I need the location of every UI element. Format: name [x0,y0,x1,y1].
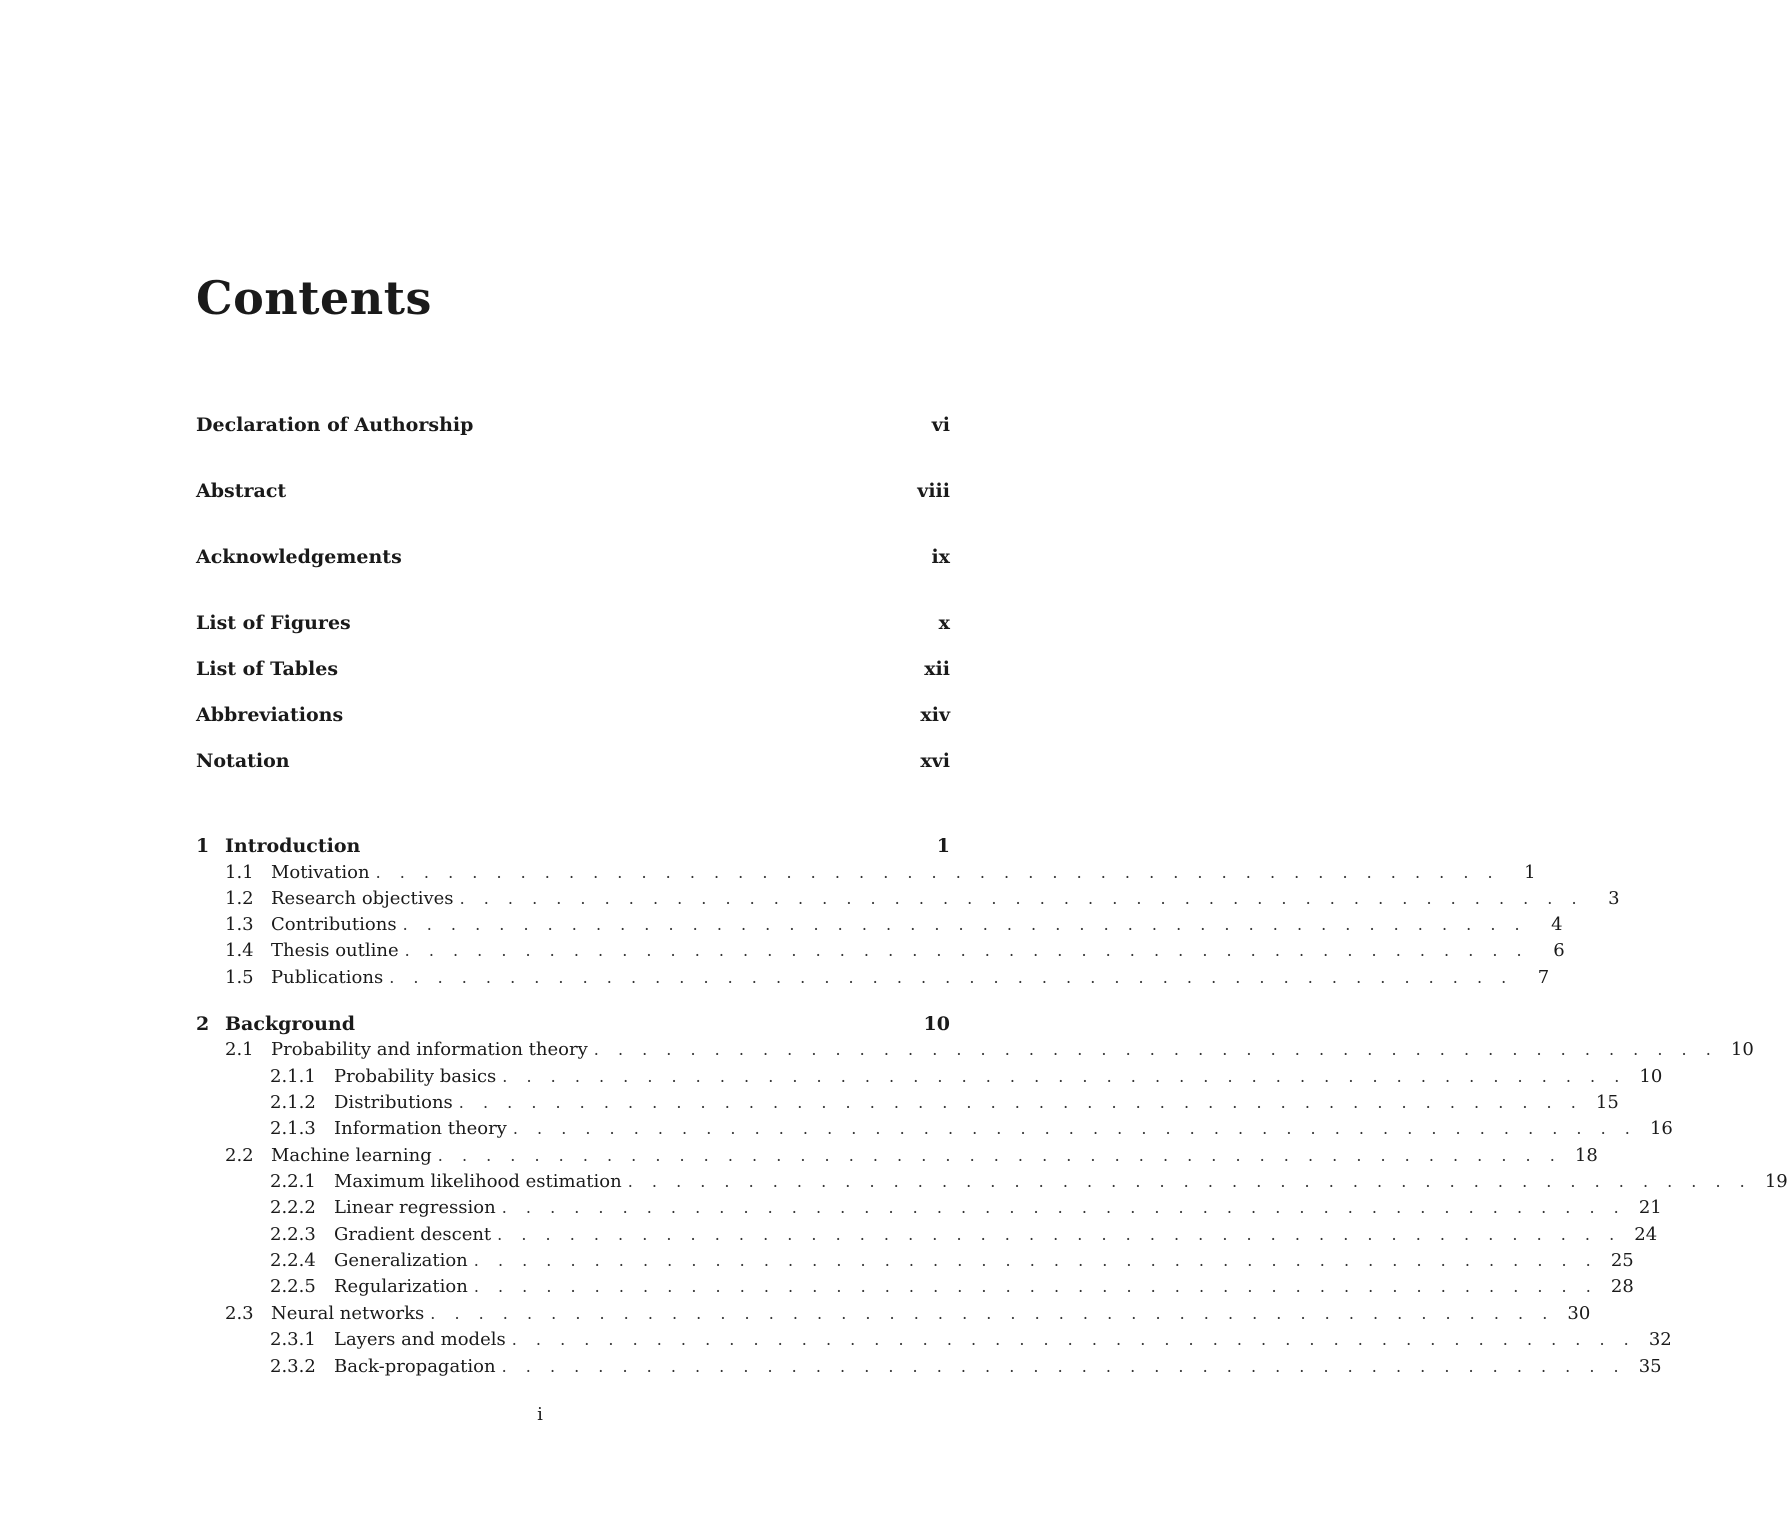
toc-chapter-entry[interactable] [196,1011,950,1037]
toc-chapter-page: 10 [923,1013,950,1035]
toc-entry-label: Maximum likelihood estimation [334,1171,622,1192]
toc-entry-page: 24 [1634,1224,1658,1245]
toc-entry-label: Back-propagation [334,1356,496,1377]
toc-subsection-entry[interactable] [270,1327,1672,1353]
toc-entry-label: Declaration of Authorship [196,414,474,436]
toc-entry-label: Distributions [334,1092,453,1113]
toc-chapter-number: 1 [196,835,210,857]
toc-chapter-label: Introduction [225,835,361,857]
toc-subsection-entry[interactable] [270,1064,1663,1090]
dot-leader: . . . . . . . . . . . . . . . . . . . . . . . . . . . . . . . . . . . . . . . . . . . . . . . [473,1251,1598,1270]
toc-entry-page: 4 [1551,914,1563,935]
toc-frontmatter-entry[interactable] [196,477,950,505]
toc-frontmatter-entry[interactable] [196,701,950,729]
dot-leader: . . . . . . . . . . . . . . . . . . . . . . . . . . . . . . . . . . . . . . . . . . . . . . . [593,1040,1718,1059]
toc-entry-label: List of Tables [196,658,339,680]
toc-entry-page: 19 [1764,1171,1788,1192]
toc-entry-label: Acknowledgements [196,546,402,568]
dot-leader: . . . . . . . . . . . . . . . . . . . . . . . . . . . . . . . . . . . . . . . . . . . . . . . [512,1119,1637,1138]
toc-entry-page: ix [931,546,950,568]
toc-section-entry[interactable] [225,886,1620,912]
dot-leader: . . . . . . . . . . . . . . . . . . . . . . . . . . . . . . . . . . . . . . . . . . . . . . . [458,1093,1583,1112]
toc-entry-number: 2.2.2 [270,1197,316,1218]
dot-leader: . . . . . . . . . . . . . . . . . . . . . . . . . . . . . . . . . . . . . . . . . . . . . . . [430,1304,1555,1323]
toc-entry-number: 2.1.2 [270,1092,316,1113]
toc-entry-page: 25 [1610,1250,1634,1271]
toc-entry-number: 2.2 [225,1145,254,1166]
toc-entry-label: Contributions [271,914,397,935]
dot-leader: . . . . . . . . . . . . . . . . . . . . . . . . . . . . . . . . . . . . . . . . . . . . . . . [497,1225,1622,1244]
toc-chapter-entry[interactable] [196,833,950,859]
toc-section-entry[interactable] [225,1037,1754,1063]
toc-entry-number: 2.2.3 [270,1224,316,1245]
dot-leader: . . . . . . . . . . . . . . . . . . . . . . . . . . . . . . . . . . . . . . . . . . . . . . . [502,1067,1627,1086]
dot-leader: . . . . . . . . . . . . . . . . . . . . . . . . . . . . . . . . . . . . . . . . . . . . . . . [437,1146,1562,1165]
toc-entry-page: 18 [1574,1145,1598,1166]
dot-leader: . . . . . . . . . . . . . . . . . . . . . . . . . . . . . . . . . . . . . . . . . . . . . . . [501,1357,1626,1376]
toc-entry-label: Linear regression [334,1197,496,1218]
dot-leader: . . . . . . . . . . . . . . . . . . . . . . . . . . . . . . . . . . . . . . . . . . . . . . . [404,941,1529,960]
toc-entry-label: Notation [196,750,290,772]
toc-subsection-entry[interactable] [270,1090,1619,1116]
toc-frontmatter-entry[interactable] [196,655,950,683]
toc-chapter-page: 1 [936,835,950,857]
toc-chapter-label: Background [225,1013,355,1035]
toc-entry-page: 1 [1524,862,1536,883]
toc-subsection-entry[interactable] [270,1195,1662,1221]
toc-entry-number: 1.3 [225,914,254,935]
toc-entry-label: Motivation [271,862,370,883]
toc-entry-label: List of Figures [196,612,351,634]
toc-entry-label: Generalization [334,1250,468,1271]
toc-frontmatter-entry[interactable] [196,609,950,637]
toc-entry-number: 2.3.1 [270,1329,316,1350]
toc-entry-label: Research objectives [271,888,454,909]
toc-entry-page: 35 [1638,1356,1662,1377]
toc-entry-page: 15 [1595,1092,1619,1113]
toc-entry-page: viii [917,480,950,502]
toc-frontmatter-entry[interactable] [196,543,950,571]
toc-entry-label: Gradient descent [334,1224,492,1245]
toc-entry-label: Regularization [334,1276,468,1297]
toc-section-entry[interactable] [225,860,1536,886]
toc-section-entry[interactable] [225,912,1563,938]
toc-subsection-entry[interactable] [270,1248,1634,1274]
toc-entry-label: Information theory [334,1118,507,1139]
toc-entry-number: 2.2.1 [270,1171,316,1192]
toc-entry-label: Probability and information theory [271,1039,588,1060]
toc-entry-page: xii [924,658,950,680]
toc-entry-page: 10 [1730,1039,1754,1060]
toc-entry-label: Abstract [196,480,287,502]
toc-entry-label: Thesis outline [271,940,399,961]
toc-entry-page: 7 [1537,967,1550,988]
toc-entry-label: Layers and models [334,1329,506,1350]
toc-entry-page: 32 [1648,1329,1672,1350]
toc-entry-page: 16 [1649,1118,1673,1139]
toc-frontmatter-entry[interactable] [196,747,950,775]
toc-entry-number: 2.1.1 [270,1066,316,1087]
toc-entry-number: 2.3 [225,1303,254,1324]
toc-subsection-entry[interactable] [270,1354,1662,1380]
dot-leader: . . . . . . . . . . . . . . . . . . . . . . . . . . . . . . . . . . . . . . . . . . . . . . . [459,889,1584,908]
toc-section-entry[interactable] [225,938,1565,964]
toc-entry-label: Neural networks [271,1303,425,1324]
toc-entry-page: x [938,612,950,634]
dot-leader: . . . . . . . . . . . . . . . . . . . . . . . . . . . . . . . . . . . . . . . . . . . . . . . [501,1198,1626,1217]
page-title: Contents [196,271,432,325]
toc-entry-page: xiv [920,704,950,726]
dot-leader: . . . . . . . . . . . . . . . . . . . . . . . . . . . . . . . . . . . . . . . . . . . . . . . [511,1330,1636,1349]
dot-leader: . . . . . . . . . . . . . . . . . . . . . . . . . . . . . . . . . . . . . . . . . . . . . . . [375,863,1500,882]
toc-frontmatter-entry[interactable] [196,411,950,439]
toc-entry-page: 6 [1553,940,1565,961]
toc-subsection-entry[interactable] [270,1222,1658,1248]
toc-section-entry[interactable] [225,1143,1598,1169]
toc-entry-number: 2.1 [225,1039,254,1060]
toc-entry-number: 1.1 [225,862,254,883]
toc-entry-number: 2.3.2 [270,1356,316,1377]
toc-section-entry[interactable] [225,965,1550,991]
toc-entry-page: 28 [1610,1276,1634,1297]
toc-entry-number: 1.4 [225,940,254,961]
toc-entry-page: 21 [1638,1197,1662,1218]
toc-entry-number: 2.2.4 [270,1250,316,1271]
toc-entry-number: 2.1.3 [270,1118,316,1139]
dot-leader: . . . . . . . . . . . . . . . . . . . . . . . . . . . . . . . . . . . . . . . . . . . . . . . [402,915,1527,934]
toc-entry-page: vi [931,414,950,436]
toc-chapter-number: 2 [196,1013,210,1035]
toc-entry-page: 3 [1608,888,1620,909]
dot-leader: . . . . . . . . . . . . . . . . . . . . . . . . . . . . . . . . . . . . . . . . . . . . . . . [389,968,1514,987]
toc-entry-label: Abbreviations [196,704,344,726]
toc-entry-number: 1.2 [225,888,254,909]
toc-entry-label: Publications [271,967,384,988]
page-number: i [537,1404,543,1425]
toc-subsection-entry[interactable] [270,1169,1788,1195]
dot-leader: . . . . . . . . . . . . . . . . . . . . . . . . . . . . . . . . . . . . . . . . . . . . . . . [627,1172,1752,1191]
toc-entry-label: Machine learning [271,1145,432,1166]
toc-entry-number: 2.2.5 [270,1276,316,1297]
toc-entry-label: Probability basics [334,1066,497,1087]
toc-entry-number: 1.5 [225,967,254,988]
toc-subsection-entry[interactable] [270,1116,1673,1142]
toc-entry-page: xvi [920,750,950,772]
dot-leader: . . . . . . . . . . . . . . . . . . . . . . . . . . . . . . . . . . . . . . . . . . . . . . . [473,1277,1598,1296]
toc-entry-page: 30 [1567,1303,1591,1324]
toc-entry-page: 10 [1639,1066,1663,1087]
toc-subsection-entry[interactable] [270,1274,1634,1300]
toc-section-entry[interactable] [225,1301,1591,1327]
